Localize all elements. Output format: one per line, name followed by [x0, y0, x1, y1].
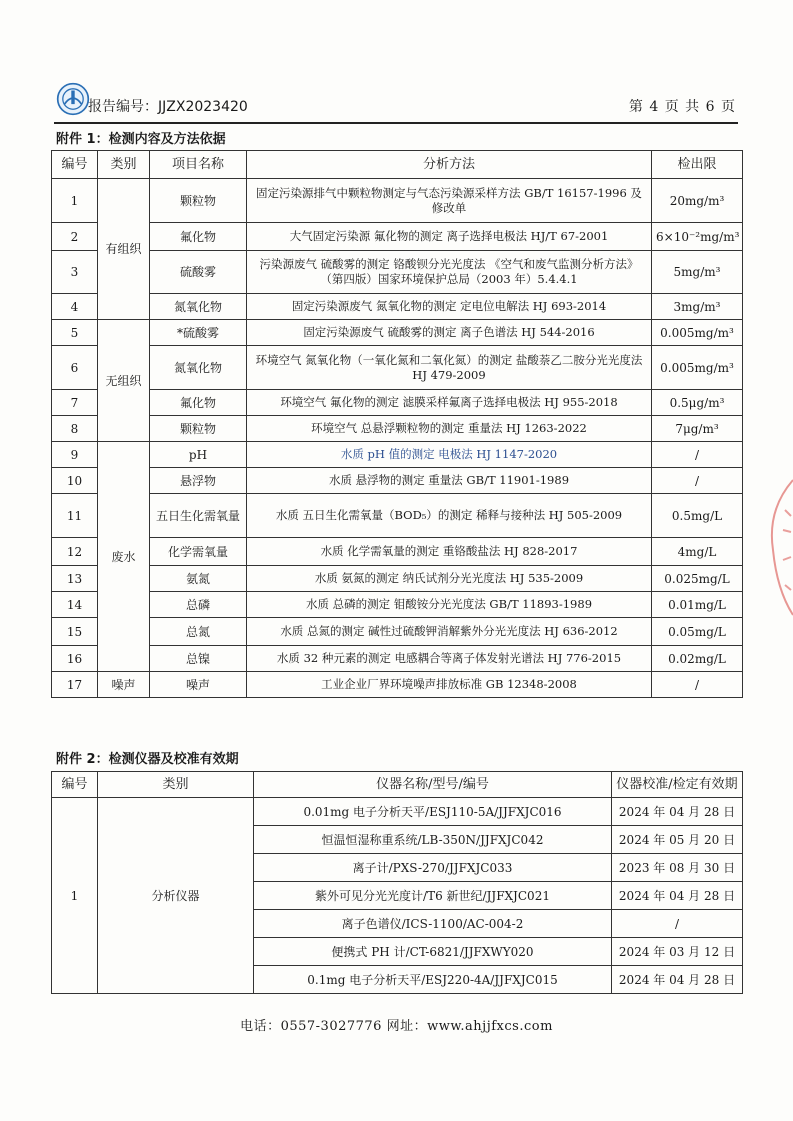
detection-methods-table — [51, 150, 743, 698]
table-row: 13 氨氮 水质 氨氮的测定 纳氏试剂分光光度法 HJ 535-2009 0.025mg/L — [52, 566, 743, 592]
instrument-calibration-table — [51, 771, 743, 994]
category-cell: 有组织 — [98, 179, 150, 320]
table-row: 14 总磷 水质 总磷的测定 钼酸铵分光光度法 GB/T 11893-1989 0.01mg/L — [52, 592, 743, 618]
table-row: 便携式 PH 计/CT-6821/JJFXWY020 2024 年 03 月 12 日 — [52, 938, 743, 966]
category-cell: 废水 — [98, 442, 150, 672]
table-row: 6 氮氧化物 环境空气 氮氧化物（一氧化氮和二氧化氮）的测定 盐酸萘乙二胺分光光度法 HJ 479-2009 0.005mg/m³ — [52, 346, 743, 390]
table-row: 10 悬浮物 水质 悬浮物的测定 重量法 GB/T 11901-1989 / — [52, 468, 743, 494]
table-row: 9 废水 pH 水质 pH 值的测定 电极法 HJ 1147-2020 / — [52, 442, 743, 468]
table-row: 16 总镍 水质 32 种元素的测定 电感耦合等离子体发射光谱法 HJ 776-2015 0.02mg/L — [52, 646, 743, 672]
col-header-no: 编号 — [52, 151, 98, 179]
page-header — [54, 82, 738, 124]
table-row: 1 分析仪器 0.01mg 电子分析天平/ESJ110-5A/JJFXJC016 2024 年 04 月 28 日 — [52, 798, 743, 826]
col-header-no: 编号 — [52, 772, 98, 798]
col-header-category: 类别 — [98, 772, 254, 798]
table-row: 离子计/PXS-270/JJFXJC033 2023 年 08 月 30 日 — [52, 854, 743, 882]
table-row: 紫外可见分光光度计/T6 新世纪/JJFXJC021 2024 年 04 月 28 日 — [52, 882, 743, 910]
report-number: 报告编号：JJZX2023420 — [88, 99, 248, 115]
table-row: 3 硫酸雾 污染源废气 硫酸雾的测定 铬酸钡分光光度法 《空气和废气监测分析方法》（第四版）国家环境保护总局（2003 年）5.4.4.1 5mg/m³ — [52, 251, 743, 294]
table-row: 17 噪声 噪声 工业企业厂界环境噪声排放标准 GB 12348-2008 / — [52, 672, 743, 698]
page-footer: 电话：0557-3027776 网址：www.ahjjfxcs.com — [240, 1019, 553, 1034]
col-header-limit: 检出限 — [652, 151, 743, 179]
appendix2-title: 附件 2：检测仪器及校准有效期 — [56, 752, 239, 767]
col-header-method: 分析方法 — [247, 151, 652, 179]
group-category-cell: 分析仪器 — [98, 798, 254, 994]
appendix1-title: 附件 1：检测内容及方法依据 — [56, 132, 226, 147]
category-cell: 噪声 — [98, 672, 150, 698]
table-row: 8 颗粒物 环境空气 总悬浮颗粒物的测定 重量法 HJ 1263-2022 7μg/m³ — [52, 416, 743, 442]
category-cell: 无组织 — [98, 320, 150, 442]
col-header-instrument: 仪器名称/型号/编号 — [254, 772, 612, 798]
page-indicator: 第 4 页 共 6 页 — [628, 99, 736, 115]
table-row: 4 氮氧化物 固定污染源废气 氮氧化物的测定 定电位电解法 HJ 693-2014 3mg/m³ — [52, 294, 743, 320]
table-row: 恒温恒湿称重系统/LB-350N/JJFXJC042 2024 年 05 月 20 日 — [52, 826, 743, 854]
company-logo-icon — [56, 82, 90, 116]
table-row: 5 无组织 *硫酸雾 固定污染源废气 硫酸雾的测定 离子色谱法 HJ 544-2016 0.005mg/m³ — [52, 320, 743, 346]
table-row: 离子色谱仪/ICS-1100/AC-004-2 / — [52, 910, 743, 938]
table-row: 15 总氮 水质 总氮的测定 碱性过硫酸钾消解紫外分光光度法 HJ 636-2012 0.05mg/L — [52, 618, 743, 646]
table-row: 0.1mg 电子分析天平/ESJ220-4A/JJFXJC015 2024 年 04 月 28 日 — [52, 966, 743, 994]
col-header-category: 类别 — [98, 151, 150, 179]
table-row: 1 有组织 颗粒物 固定污染源排气中颗粒物测定与气态污染源采样方法 GB/T 16157-1996 及修改单 20mg/m³ — [52, 179, 743, 223]
table-row: 11 五日生化需氧量 水质 五日生化需氧量（BOD₅）的测定 稀释与接种法 HJ 505-2009 0.5mg/L — [52, 494, 743, 538]
col-header-item: 项目名称 — [150, 151, 247, 179]
table-row: 2 氟化物 大气固定污染源 氟化物的测定 离子选择电极法 HJ/T 67-2001 6×10⁻²mg/m³ — [52, 223, 743, 251]
table-row: 12 化学需氧量 水质 化学需氧量的测定 重铬酸盐法 HJ 828-2017 4mg/L — [52, 538, 743, 566]
seal-stamp-icon — [763, 470, 793, 620]
table-row: 7 氟化物 环境空气 氟化物的测定 滤膜采样氟离子选择电极法 HJ 955-2018 0.5μg/m³ — [52, 390, 743, 416]
group-no-cell: 1 — [52, 798, 98, 994]
col-header-validity: 仪器校准/检定有效期 — [612, 772, 743, 798]
